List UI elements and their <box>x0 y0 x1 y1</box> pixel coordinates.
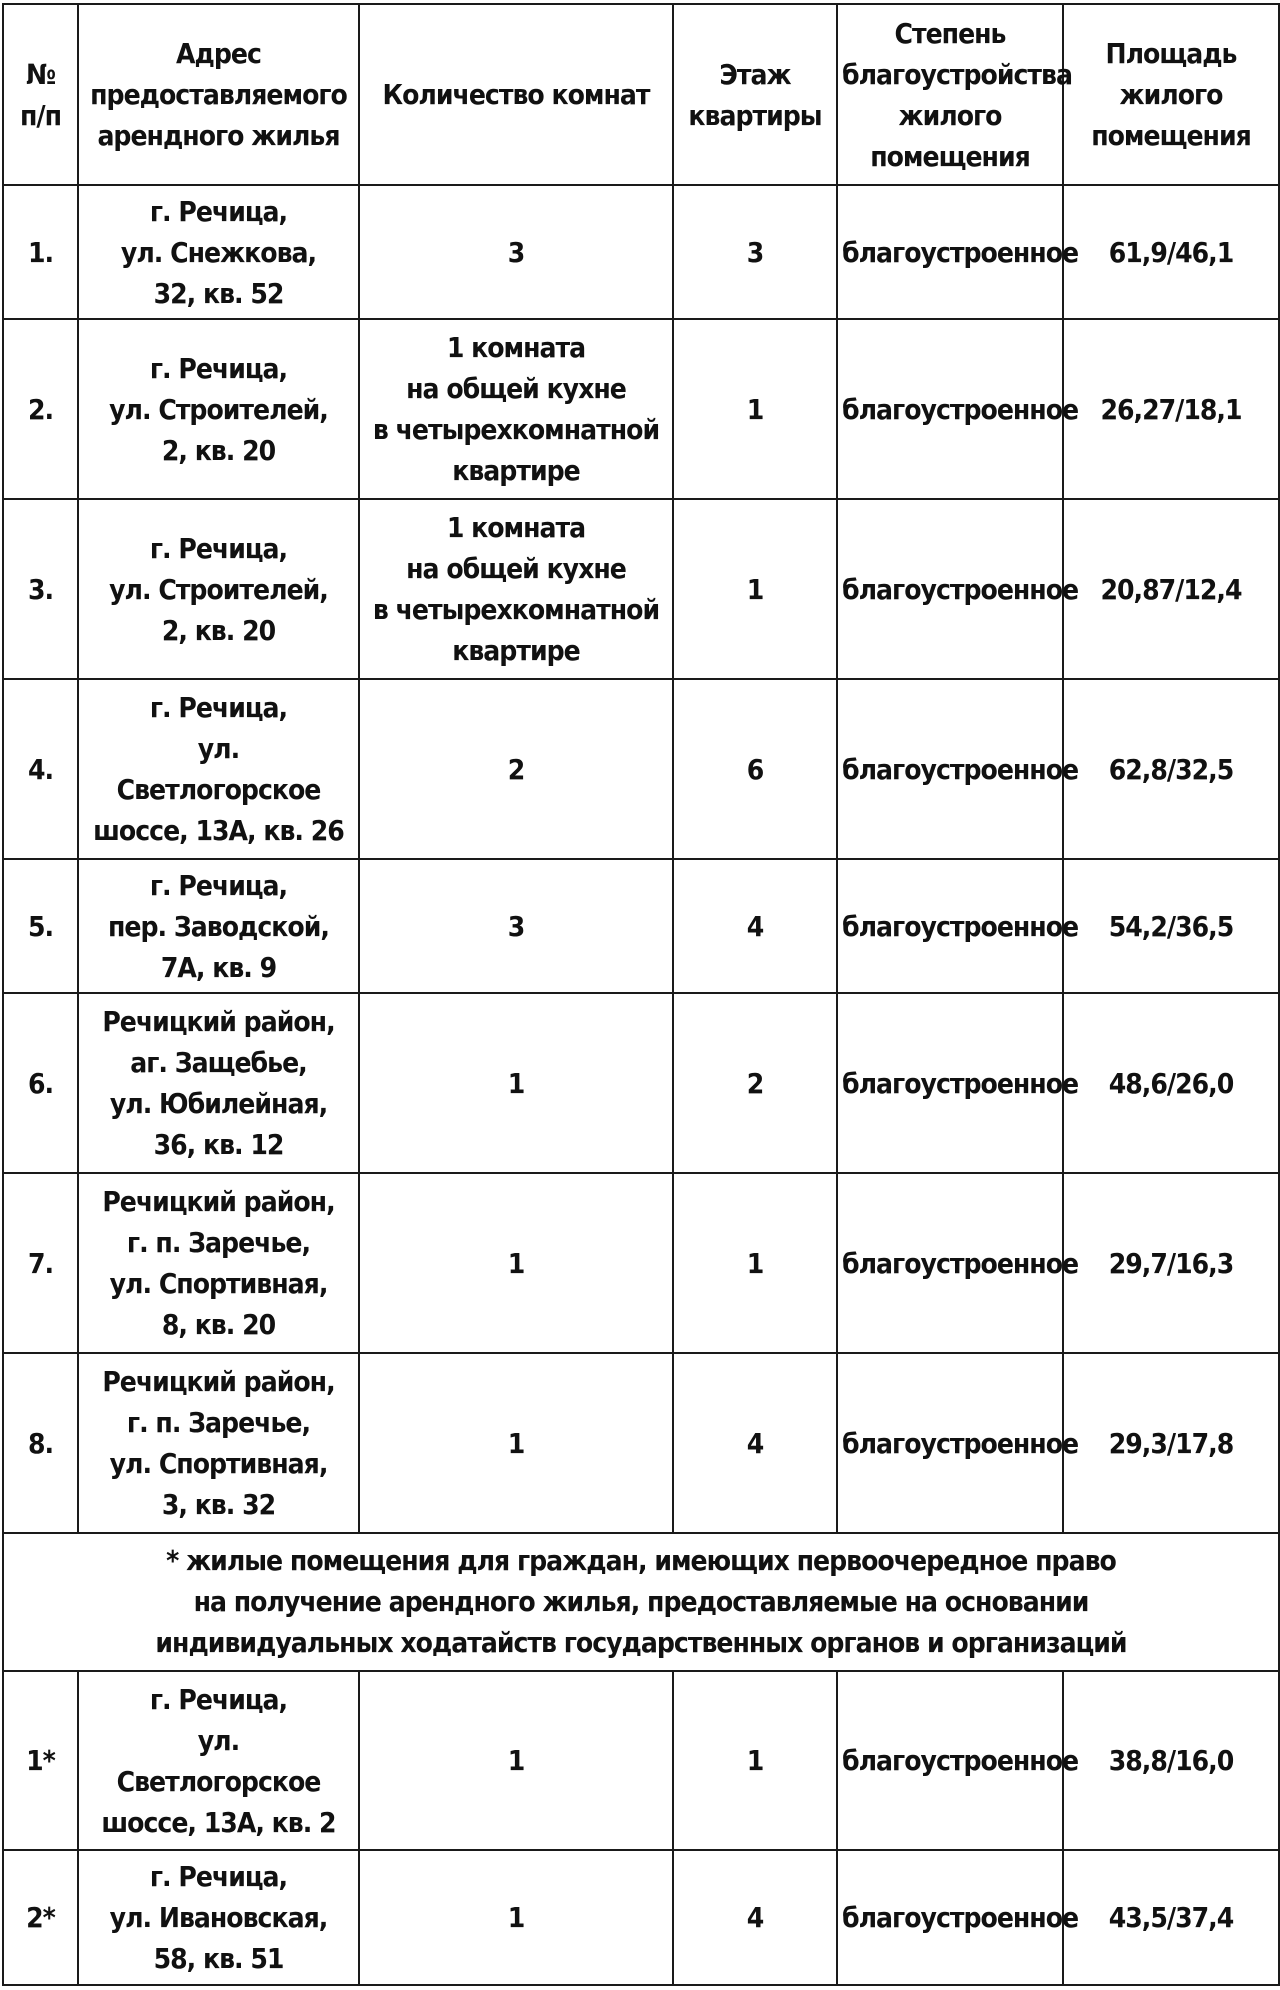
row-address: Речицкий район, г. п. Заречье, ул. Спортивная, 3, кв. 32 <box>78 1353 359 1533</box>
row-area: 38,8/16,0 <box>1063 1671 1279 1851</box>
row-floor: 2 <box>673 993 837 1173</box>
row-num: 7. <box>3 1173 78 1353</box>
row-address: г. Речица, ул. Строителей, 2, кв. 20 <box>78 319 359 499</box>
row-floor: 3 <box>673 185 837 319</box>
row-comfort: благоустроенное <box>837 499 1063 679</box>
row-rooms: 3 <box>359 185 673 319</box>
table-row <box>3 1671 1279 1851</box>
row-floor: 1 <box>673 1671 837 1851</box>
row-area: 29,3/17,8 <box>1063 1353 1279 1533</box>
row-address: г. Речица, ул. Ивановская, 58, кв. 51 <box>78 1850 359 1985</box>
note-row <box>3 1533 1279 1670</box>
row-num: 5. <box>3 859 78 993</box>
header-address: Адрес предоставляемого арендного жилья <box>78 4 359 185</box>
row-area: 43,5/37,4 <box>1063 1850 1279 1985</box>
row-num: 8. <box>3 1353 78 1533</box>
row-address: г. Речица, ул. Светлогорское шоссе, 13А, кв. 26 <box>78 679 359 859</box>
row-address: Речицкий район, г. п. Заречье, ул. Спортивная, 8, кв. 20 <box>78 1173 359 1353</box>
row-num: 2. <box>3 319 78 499</box>
row-floor: 6 <box>673 679 837 859</box>
row-comfort: благоустроенное <box>837 319 1063 499</box>
row-rooms: 1 <box>359 993 673 1173</box>
row-num: 1. <box>3 185 78 319</box>
row-rooms: 1 комната на общей кухне в четырехкомнатной квартире <box>359 319 673 499</box>
header-row <box>3 4 1279 185</box>
table-row <box>3 993 1279 1173</box>
table-row <box>3 1173 1279 1353</box>
row-floor: 4 <box>673 1850 837 1985</box>
table-row <box>3 1353 1279 1533</box>
header-area: Площадь жилого помещения <box>1063 4 1279 185</box>
row-num: 1* <box>3 1671 78 1851</box>
row-rooms: 1 <box>359 1850 673 1985</box>
row-rooms: 1 комната на общей кухне в четырехкомнатной квартире <box>359 499 673 679</box>
table-row <box>3 859 1279 993</box>
row-area: 62,8/32,5 <box>1063 679 1279 859</box>
rental-housing-table <box>2 3 1280 1986</box>
row-rooms: 3 <box>359 859 673 993</box>
row-floor: 4 <box>673 1353 837 1533</box>
table-row <box>3 679 1279 859</box>
row-area: 26,27/18,1 <box>1063 319 1279 499</box>
row-area: 61,9/46,1 <box>1063 185 1279 319</box>
row-comfort: благоустроенное <box>837 859 1063 993</box>
row-area: 20,87/12,4 <box>1063 499 1279 679</box>
row-comfort: благоустроенное <box>837 1850 1063 1985</box>
row-address: г. Речица, ул. Снежкова, 32, кв. 52 <box>78 185 359 319</box>
row-comfort: благоустроенное <box>837 993 1063 1173</box>
header-floor: Этаж квартиры <box>673 4 837 185</box>
row-address: г. Речица, ул. Строителей, 2, кв. 20 <box>78 499 359 679</box>
row-comfort: благоустроенное <box>837 1173 1063 1353</box>
row-floor: 1 <box>673 499 837 679</box>
table-row <box>3 319 1279 499</box>
header-comfort: Степень благоустройства жилого помещения <box>837 4 1063 185</box>
row-address: г. Речица, пер. Заводской, 7А, кв. 9 <box>78 859 359 993</box>
table-row <box>3 1850 1279 1985</box>
header-num: № п/п <box>3 4 78 185</box>
row-comfort: благоустроенное <box>837 1671 1063 1851</box>
row-rooms: 2 <box>359 679 673 859</box>
row-rooms: 1 <box>359 1173 673 1353</box>
row-rooms: 1 <box>359 1353 673 1533</box>
row-num: 4. <box>3 679 78 859</box>
priority-note: * жилые помещения для граждан, имеющих первоочередное право на получение арендного жилья, предоставляемые на основании индивидуальных ходатайств государственных органов и организаций <box>3 1533 1279 1670</box>
row-area: 48,6/26,0 <box>1063 993 1279 1173</box>
row-comfort: благоустроенное <box>837 1353 1063 1533</box>
row-num: 3. <box>3 499 78 679</box>
row-area: 29,7/16,3 <box>1063 1173 1279 1353</box>
row-num: 2* <box>3 1850 78 1985</box>
row-num: 6. <box>3 993 78 1173</box>
header-rooms: Количество комнат <box>359 4 673 185</box>
row-rooms: 1 <box>359 1671 673 1851</box>
row-address: г. Речица, ул. Светлогорское шоссе, 13А, кв. 2 <box>78 1671 359 1851</box>
row-comfort: благоустроенное <box>837 679 1063 859</box>
row-floor: 1 <box>673 319 837 499</box>
row-address: Речицкий район, аг. Защебье, ул. Юбилейная, 36, кв. 12 <box>78 993 359 1173</box>
row-floor: 4 <box>673 859 837 993</box>
table-row <box>3 185 1279 319</box>
row-floor: 1 <box>673 1173 837 1353</box>
row-comfort: благоустроенное <box>837 185 1063 319</box>
row-area: 54,2/36,5 <box>1063 859 1279 993</box>
table-row <box>3 499 1279 679</box>
